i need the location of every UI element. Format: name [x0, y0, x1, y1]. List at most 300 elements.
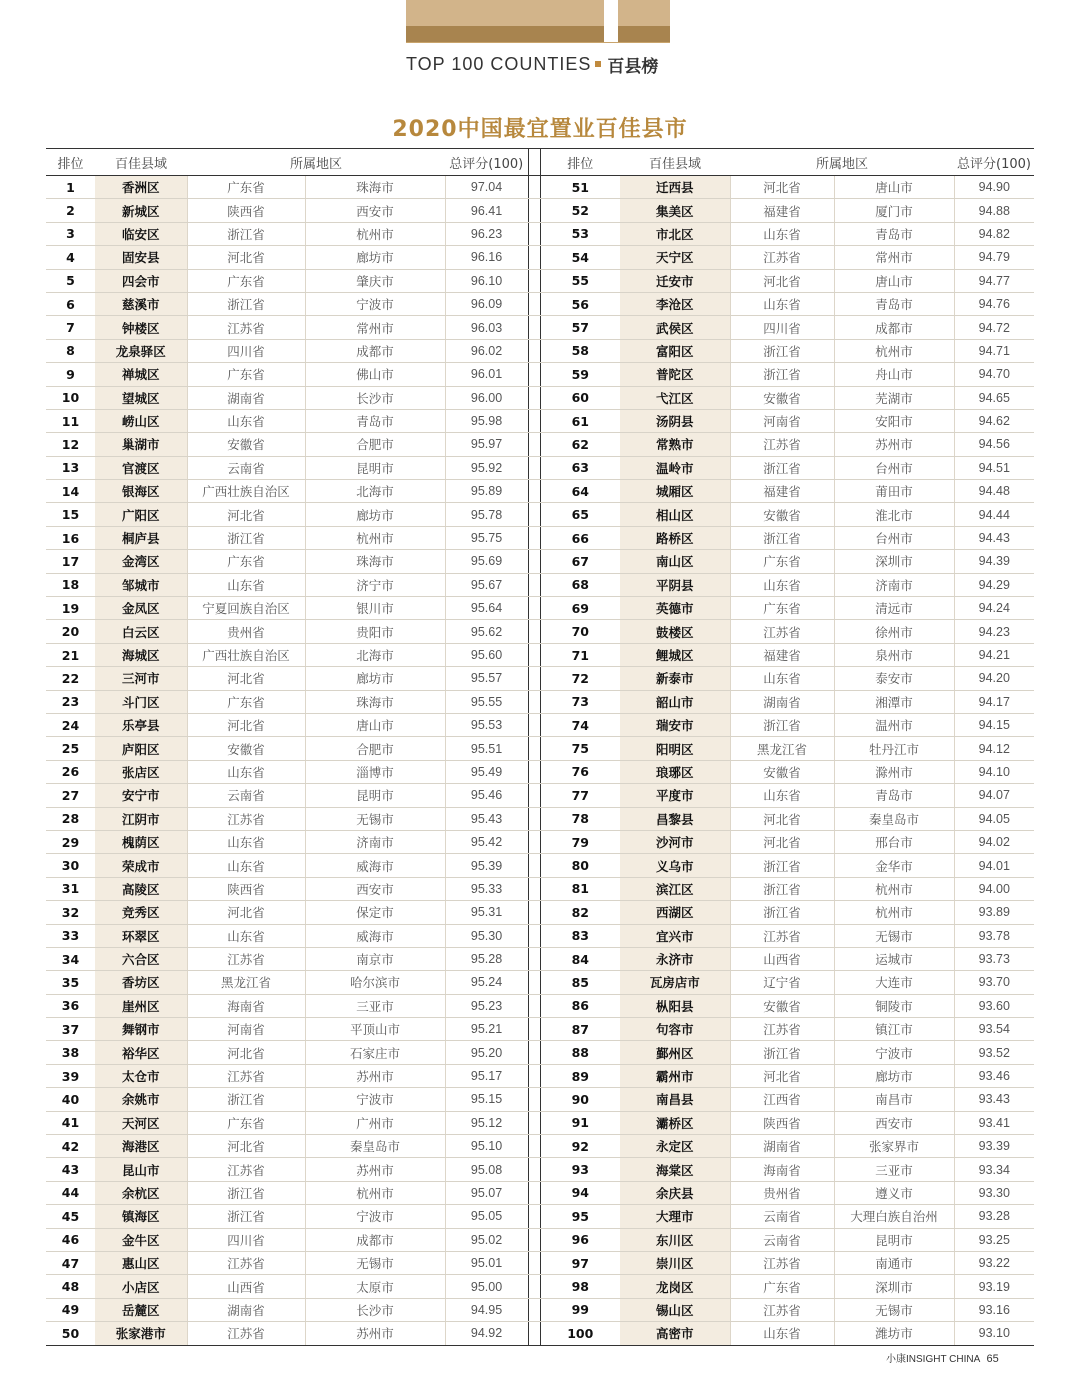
cell-score: 96.02 [445, 339, 528, 362]
cell-score: 93.43 [954, 1088, 1034, 1111]
cell-score: 93.22 [954, 1251, 1034, 1274]
cell-rank: 80 [540, 854, 620, 877]
cell-score: 95.69 [445, 550, 528, 573]
cell-county: 富阳区 [620, 339, 730, 362]
cell-rank: 8 [46, 339, 95, 362]
column-separator [528, 1275, 540, 1298]
cell-city: 青岛市 [305, 409, 445, 432]
cell-county: 鼓楼区 [620, 620, 730, 643]
cell-city: 湘潭市 [834, 690, 954, 713]
cell-score: 96.03 [445, 316, 528, 339]
cell-city: 遵义市 [834, 1181, 954, 1204]
table-row [46, 1135, 1034, 1158]
table-row [46, 830, 1034, 853]
cell-city: 廊坊市 [305, 503, 445, 526]
cell-province: 江苏省 [187, 1322, 305, 1345]
cell-county: 江阴市 [95, 807, 187, 830]
cell-city: 济宁市 [305, 573, 445, 596]
cell-score: 94.65 [954, 386, 1034, 409]
cell-rank: 79 [540, 830, 620, 853]
cell-province: 江苏省 [730, 620, 834, 643]
cell-county: 新城区 [95, 199, 187, 222]
cell-rank: 85 [540, 971, 620, 994]
column-separator [528, 901, 540, 924]
cell-rank: 54 [540, 246, 620, 269]
cell-rank: 7 [46, 316, 95, 339]
cell-city: 唐山市 [834, 269, 954, 292]
cell-city: 宁波市 [305, 1205, 445, 1228]
cell-county: 琅琊区 [620, 760, 730, 783]
cell-city: 常州市 [305, 316, 445, 339]
cell-county: 临安区 [95, 222, 187, 245]
cell-rank: 43 [46, 1158, 95, 1181]
cell-province: 福建省 [730, 643, 834, 666]
cell-city: 大理白族自治州 [834, 1205, 954, 1228]
cell-rank: 57 [540, 316, 620, 339]
cell-rank: 70 [540, 620, 620, 643]
cell-county: 宜兴市 [620, 924, 730, 947]
cell-province: 浙江省 [187, 1181, 305, 1204]
cell-score: 94.02 [954, 830, 1034, 853]
cell-rank: 78 [540, 807, 620, 830]
table-row [46, 947, 1034, 970]
cell-province: 浙江省 [730, 713, 834, 736]
cell-city: 长沙市 [305, 1298, 445, 1321]
column-separator [528, 643, 540, 666]
column-separator [528, 784, 540, 807]
cell-score: 93.78 [954, 924, 1034, 947]
page-footer [886, 1350, 1006, 1366]
column-separator [528, 339, 540, 362]
column-separator [528, 573, 540, 596]
column-separator [528, 480, 540, 503]
cell-rank: 2 [46, 199, 95, 222]
cell-rank: 21 [46, 643, 95, 666]
cell-score: 94.71 [954, 339, 1034, 362]
cell-city: 台州市 [834, 526, 954, 549]
table-row [46, 713, 1034, 736]
cell-county: 市北区 [620, 222, 730, 245]
cell-score: 95.62 [445, 620, 528, 643]
table-row [46, 1018, 1034, 1041]
square-bullet-icon [595, 61, 601, 67]
cell-province: 山东省 [187, 760, 305, 783]
cell-rank: 27 [46, 784, 95, 807]
cell-score: 96.41 [445, 199, 528, 222]
cell-rank: 99 [540, 1298, 620, 1321]
cell-score: 93.52 [954, 1041, 1034, 1064]
cell-rank: 19 [46, 597, 95, 620]
column-separator [528, 1135, 540, 1158]
cell-score: 93.46 [954, 1064, 1034, 1087]
table-row [46, 597, 1034, 620]
column-separator [528, 176, 540, 199]
column-separator [528, 1158, 540, 1181]
cell-city: 深圳市 [834, 550, 954, 573]
cell-county: 西湖区 [620, 901, 730, 924]
cell-score: 95.12 [445, 1111, 528, 1134]
table-row [46, 1064, 1034, 1087]
cell-score: 95.57 [445, 667, 528, 690]
table-row [46, 409, 1034, 432]
cell-province: 浙江省 [187, 1088, 305, 1111]
cell-county: 南昌县 [620, 1088, 730, 1111]
cell-province: 河南省 [730, 409, 834, 432]
cell-province: 河南省 [187, 1018, 305, 1041]
cell-city: 秦皇岛市 [834, 807, 954, 830]
cell-county: 滨江区 [620, 877, 730, 900]
cell-score: 96.01 [445, 363, 528, 386]
column-separator [528, 1181, 540, 1204]
cell-rank: 61 [540, 409, 620, 432]
cell-rank: 38 [46, 1041, 95, 1064]
cell-rank: 86 [540, 994, 620, 1017]
cell-county: 金凤区 [95, 597, 187, 620]
column-separator [528, 971, 540, 994]
cell-score: 96.10 [445, 269, 528, 292]
cell-score: 94.82 [954, 222, 1034, 245]
cell-rank: 56 [540, 292, 620, 315]
header-bar-left-shade [406, 26, 604, 42]
cell-province: 云南省 [187, 456, 305, 479]
cell-rank: 72 [540, 667, 620, 690]
cell-province: 山东省 [187, 854, 305, 877]
cell-county: 崖州区 [95, 994, 187, 1017]
cell-city: 廊坊市 [305, 246, 445, 269]
column-separator [528, 409, 540, 432]
cell-county: 龙泉驿区 [95, 339, 187, 362]
cell-score: 94.07 [954, 784, 1034, 807]
cell-county: 鲤城区 [620, 643, 730, 666]
cell-county: 李沧区 [620, 292, 730, 315]
cell-county: 大理市 [620, 1205, 730, 1228]
cell-score: 94.92 [445, 1322, 528, 1345]
cell-city: 苏州市 [834, 433, 954, 456]
column-separator [528, 292, 540, 315]
cell-rank: 16 [46, 526, 95, 549]
cell-county: 金湾区 [95, 550, 187, 573]
cell-city: 唐山市 [834, 176, 954, 199]
cell-city: 昆明市 [305, 784, 445, 807]
column-separator [528, 620, 540, 643]
cell-county: 汤阴县 [620, 409, 730, 432]
cell-county: 安宁市 [95, 784, 187, 807]
cell-province: 山东省 [730, 667, 834, 690]
cell-province: 河北省 [187, 1135, 305, 1158]
cell-city: 南京市 [305, 947, 445, 970]
cell-city: 无锡市 [834, 924, 954, 947]
column-separator [528, 1064, 540, 1087]
cell-province: 江苏省 [187, 947, 305, 970]
cell-score: 93.19 [954, 1275, 1034, 1298]
cell-province: 安徽省 [187, 737, 305, 760]
cell-rank: 10 [46, 386, 95, 409]
cell-rank: 14 [46, 480, 95, 503]
cell-rank: 33 [46, 924, 95, 947]
section-label-cn: 百县榜 [607, 56, 659, 77]
column-separator [528, 246, 540, 269]
column-separator [528, 690, 540, 713]
cell-city: 莆田市 [834, 480, 954, 503]
cell-county: 竞秀区 [95, 901, 187, 924]
cell-score: 94.23 [954, 620, 1034, 643]
cell-province: 山东省 [730, 222, 834, 245]
table-row [46, 1298, 1034, 1321]
cell-rank: 12 [46, 433, 95, 456]
cell-province: 浙江省 [187, 292, 305, 315]
cell-province: 福建省 [730, 199, 834, 222]
cell-province: 江苏省 [730, 433, 834, 456]
cell-city: 济南市 [305, 830, 445, 853]
cell-county: 余庆县 [620, 1181, 730, 1204]
table-row [46, 573, 1034, 596]
cell-score: 93.30 [954, 1181, 1034, 1204]
cell-province: 河北省 [730, 830, 834, 853]
cell-county: 霸州市 [620, 1064, 730, 1087]
cell-county: 固安县 [95, 246, 187, 269]
cell-city: 三亚市 [305, 994, 445, 1017]
table-row [46, 854, 1034, 877]
cell-city: 青岛市 [834, 292, 954, 315]
cell-county: 城厢区 [620, 480, 730, 503]
cell-province: 江苏省 [187, 807, 305, 830]
cell-province: 江苏省 [187, 1158, 305, 1181]
column-separator [528, 1088, 540, 1111]
cell-rank: 71 [540, 643, 620, 666]
cell-city: 西安市 [305, 877, 445, 900]
cell-rank: 6 [46, 292, 95, 315]
cell-county: 小店区 [95, 1275, 187, 1298]
cell-province: 河北省 [730, 1064, 834, 1087]
column-separator [528, 222, 540, 245]
table-row [46, 1228, 1034, 1251]
cell-province: 山东省 [730, 573, 834, 596]
cell-score: 94.20 [954, 667, 1034, 690]
cell-score: 94.39 [954, 550, 1034, 573]
cell-province: 黑龙江省 [187, 971, 305, 994]
cell-city: 平顶山市 [305, 1018, 445, 1041]
cell-county: 义乌市 [620, 854, 730, 877]
table-header-row [46, 149, 1034, 176]
cell-score: 95.30 [445, 924, 528, 947]
table-row [46, 269, 1034, 292]
cell-rank: 18 [46, 573, 95, 596]
cell-county: 新泰市 [620, 667, 730, 690]
cell-province: 河北省 [730, 176, 834, 199]
cell-score: 95.21 [445, 1018, 528, 1041]
table-row [46, 316, 1034, 339]
cell-rank: 52 [540, 199, 620, 222]
column-separator [528, 316, 540, 339]
table-row [46, 550, 1034, 573]
cell-score: 93.25 [954, 1228, 1034, 1251]
cell-rank: 81 [540, 877, 620, 900]
cell-score: 94.44 [954, 503, 1034, 526]
cell-county: 槐荫区 [95, 830, 187, 853]
cell-province: 江西省 [730, 1088, 834, 1111]
cell-rank: 49 [46, 1298, 95, 1321]
cell-rank: 95 [540, 1205, 620, 1228]
cell-rank: 100 [540, 1322, 620, 1345]
cell-score: 95.39 [445, 854, 528, 877]
table-row [46, 760, 1034, 783]
cell-score: 95.53 [445, 713, 528, 736]
cell-city: 威海市 [305, 924, 445, 947]
cell-score: 95.23 [445, 994, 528, 1017]
cell-county: 禅城区 [95, 363, 187, 386]
cell-rank: 30 [46, 854, 95, 877]
column-separator [528, 433, 540, 456]
cell-county: 望城区 [95, 386, 187, 409]
column-separator [528, 526, 540, 549]
cell-score: 95.20 [445, 1041, 528, 1064]
cell-city: 杭州市 [305, 222, 445, 245]
cell-province: 浙江省 [730, 1041, 834, 1064]
cell-county: 瑞安市 [620, 713, 730, 736]
cell-rank: 50 [46, 1322, 95, 1345]
cell-county: 六合区 [95, 947, 187, 970]
cell-rank: 60 [540, 386, 620, 409]
cell-rank: 46 [46, 1228, 95, 1251]
cell-county: 南山区 [620, 550, 730, 573]
cell-rank: 92 [540, 1135, 620, 1158]
cell-county: 环翠区 [95, 924, 187, 947]
cell-rank: 58 [540, 339, 620, 362]
table-row [46, 433, 1034, 456]
cell-county: 镇海区 [95, 1205, 187, 1228]
header-rule [406, 42, 670, 43]
cell-county: 慈溪市 [95, 292, 187, 315]
cell-rank: 25 [46, 737, 95, 760]
col-rank-left: 排位 [46, 149, 95, 176]
cell-rank: 31 [46, 877, 95, 900]
cell-rank: 35 [46, 971, 95, 994]
cell-city: 泉州市 [834, 643, 954, 666]
cell-county: 惠山区 [95, 1251, 187, 1274]
cell-province: 贵州省 [730, 1181, 834, 1204]
cell-score: 94.10 [954, 760, 1034, 783]
cell-province: 河北省 [187, 667, 305, 690]
cell-city: 廊坊市 [834, 1064, 954, 1087]
cell-rank: 76 [540, 760, 620, 783]
cell-rank: 84 [540, 947, 620, 970]
cell-rank: 77 [540, 784, 620, 807]
cell-province: 江苏省 [730, 1018, 834, 1041]
cell-city: 杭州市 [834, 339, 954, 362]
cell-city: 苏州市 [305, 1322, 445, 1345]
cell-county: 平度市 [620, 784, 730, 807]
cell-county: 路桥区 [620, 526, 730, 549]
cell-rank: 66 [540, 526, 620, 549]
cell-province: 黑龙江省 [730, 737, 834, 760]
cell-city: 长沙市 [305, 386, 445, 409]
cell-rank: 98 [540, 1275, 620, 1298]
cell-city: 北海市 [305, 480, 445, 503]
cell-rank: 45 [46, 1205, 95, 1228]
cell-city: 银川市 [305, 597, 445, 620]
cell-province: 江苏省 [730, 1251, 834, 1274]
cell-province: 宁夏回族自治区 [187, 597, 305, 620]
cell-rank: 68 [540, 573, 620, 596]
cell-city: 滁州市 [834, 760, 954, 783]
cell-city: 铜陵市 [834, 994, 954, 1017]
cell-county: 弋江区 [620, 386, 730, 409]
cell-city: 无锡市 [305, 807, 445, 830]
cell-county: 三河市 [95, 667, 187, 690]
cell-city: 潍坊市 [834, 1322, 954, 1345]
cell-county: 斗门区 [95, 690, 187, 713]
cell-score: 94.15 [954, 713, 1034, 736]
cell-province: 广东省 [730, 550, 834, 573]
cell-county: 崇川区 [620, 1251, 730, 1274]
cell-province: 湖南省 [730, 1135, 834, 1158]
cell-county: 龙岗区 [620, 1275, 730, 1298]
cell-rank: 9 [46, 363, 95, 386]
cell-province: 四川省 [187, 339, 305, 362]
cell-province: 安徽省 [730, 760, 834, 783]
col-county-left: 百佳县域 [95, 149, 187, 176]
cell-rank: 29 [46, 830, 95, 853]
cell-score: 93.41 [954, 1111, 1034, 1134]
cell-province: 浙江省 [730, 456, 834, 479]
cell-province: 浙江省 [730, 901, 834, 924]
cell-county: 海港区 [95, 1135, 187, 1158]
cell-province: 云南省 [187, 784, 305, 807]
cell-city: 温州市 [834, 713, 954, 736]
cell-city: 宁波市 [305, 1088, 445, 1111]
column-separator [528, 737, 540, 760]
cell-county: 武侯区 [620, 316, 730, 339]
cell-province: 四川省 [730, 316, 834, 339]
cell-city: 运城市 [834, 947, 954, 970]
cell-city: 昆明市 [834, 1228, 954, 1251]
cell-province: 安徽省 [187, 433, 305, 456]
ranking-table [46, 148, 1034, 1346]
cell-province: 广东省 [187, 1111, 305, 1134]
cell-rank: 39 [46, 1064, 95, 1087]
cell-city: 安阳市 [834, 409, 954, 432]
cell-county: 桐庐县 [95, 526, 187, 549]
table-row [46, 877, 1034, 900]
cell-city: 青岛市 [834, 784, 954, 807]
column-separator [528, 269, 540, 292]
cell-rank: 83 [540, 924, 620, 947]
cell-city: 济南市 [834, 573, 954, 596]
cell-score: 95.17 [445, 1064, 528, 1087]
cell-rank: 15 [46, 503, 95, 526]
cell-rank: 93 [540, 1158, 620, 1181]
cell-rank: 44 [46, 1181, 95, 1204]
cell-city: 西安市 [305, 199, 445, 222]
cell-province: 云南省 [730, 1205, 834, 1228]
cell-score: 94.48 [954, 480, 1034, 503]
col-score-left: 总评分(100) [445, 149, 528, 176]
table-row [46, 1041, 1034, 1064]
table-row [46, 924, 1034, 947]
cell-score: 95.10 [445, 1135, 528, 1158]
cell-city: 台州市 [834, 456, 954, 479]
cell-county: 太仓市 [95, 1064, 187, 1087]
cell-city: 珠海市 [305, 550, 445, 573]
cell-province: 山东省 [187, 830, 305, 853]
cell-city: 金华市 [834, 854, 954, 877]
cell-rank: 96 [540, 1228, 620, 1251]
cell-county: 昌黎县 [620, 807, 730, 830]
table-row [46, 176, 1034, 199]
cell-province: 浙江省 [187, 526, 305, 549]
cell-city: 杭州市 [305, 526, 445, 549]
cell-score: 94.51 [954, 456, 1034, 479]
